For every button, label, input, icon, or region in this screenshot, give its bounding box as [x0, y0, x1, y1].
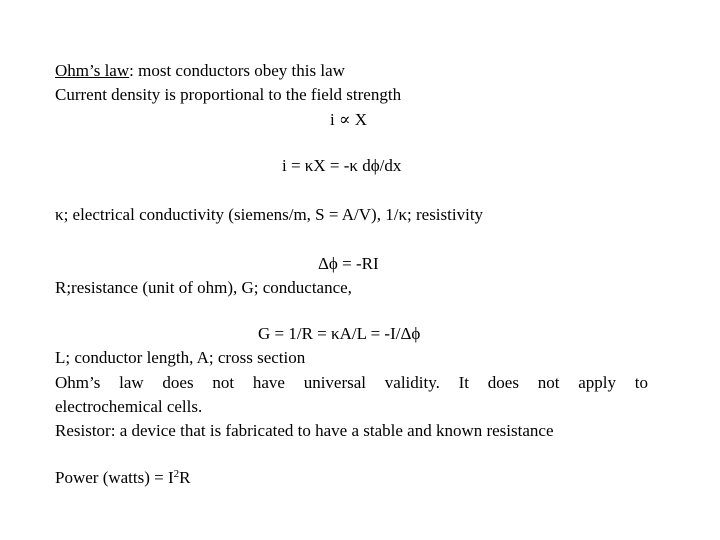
conductivity-line: κ; electrical conductivity (siemens/m, S = A/V), 1/κ; resistivity [55, 205, 484, 224]
potential-drop-equation: Δϕ = -RI [318, 254, 379, 273]
power-suffix: R [179, 468, 191, 487]
current-density-line: Current density is proportional to the field strength [55, 85, 402, 104]
conductor-length-line: L; conductor length, A; cross section [55, 348, 306, 367]
current-equation: i = κX = -κ dϕ/dx [282, 156, 402, 175]
validity-line-2: electrochemical cells. [55, 397, 203, 416]
power-prefix: Power (watts) = I [55, 468, 174, 487]
resistance-line: R;resistance (unit of ohm), G; conductance, [55, 278, 352, 297]
ohms-law-description: : most conductors obey this law [129, 61, 345, 80]
power-exponent: 2 [173, 468, 180, 480]
ohms-law-title: Ohm’s law [55, 61, 130, 80]
validity-line-1: Ohm’s law does not have universal validity. It does not apply to [55, 373, 648, 392]
conductance-equation: G = 1/R = κA/L = -I/Δϕ [258, 324, 421, 343]
ohms-law-heading-line [55, 60, 345, 82]
resistor-line: Resistor: a device that is fabricated to have a stable and known resistance [55, 421, 554, 440]
proportional-equation: i ∝ X [330, 110, 368, 129]
power-equation-line [55, 467, 191, 489]
